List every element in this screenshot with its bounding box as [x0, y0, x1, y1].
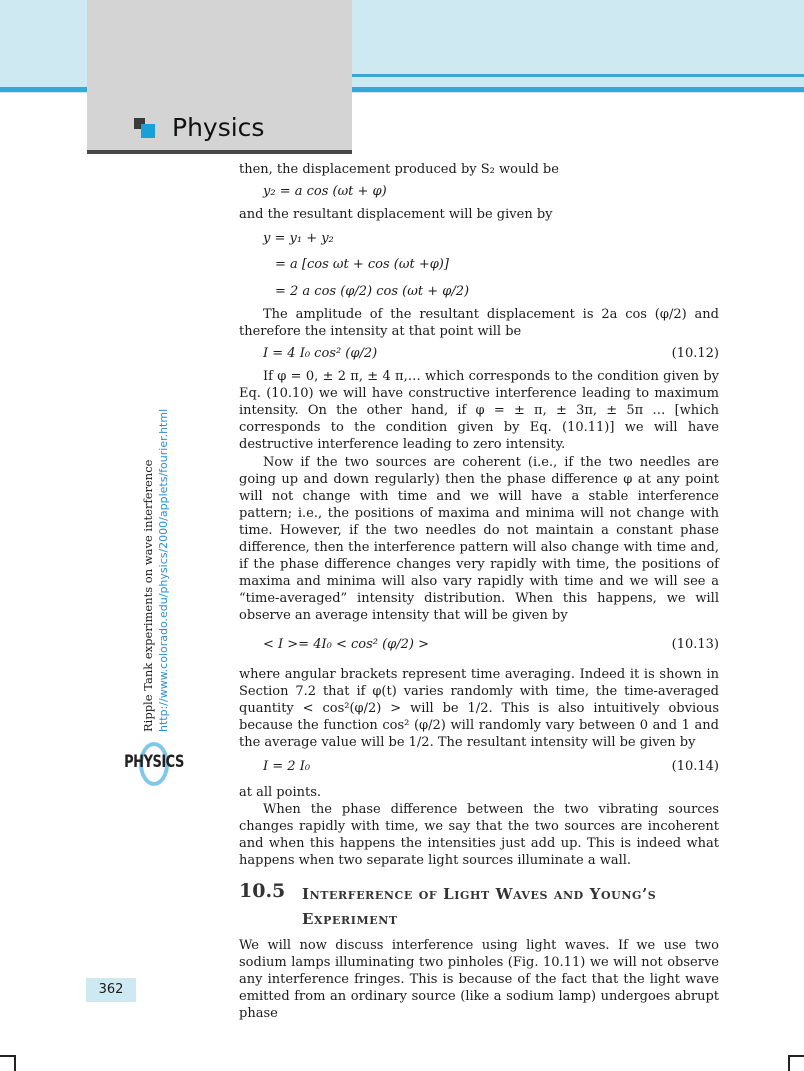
side-note-title: Ripple Tank experiments on wave interference	[141, 459, 155, 732]
equation-y2: y₂ = a cos (ωt + φ)	[263, 184, 387, 199]
section-number: 10.5	[239, 880, 286, 902]
paragraph-2: and the resultant displacement will be given by	[239, 207, 553, 222]
chapter-logo-icon	[134, 118, 156, 140]
chapter-title: Physics	[172, 113, 265, 142]
paragraph-7: at all points.	[239, 785, 322, 800]
equation-y-product: = 2 a cos (φ/2) cos (ωt + φ/2)	[275, 284, 470, 299]
physics-logo	[124, 742, 184, 790]
header-tab-rule	[87, 150, 352, 154]
equation-y-expand: = a [cos ωt + cos (ωt +φ)]	[275, 257, 449, 272]
paragraph-3: The amplitude of the resultant displacement is 2a cos (φ/2) and therefore the intensity at that point will be	[239, 307, 719, 339]
equation-10-12-body: I = 4 I₀ cos² (φ/2)	[263, 346, 378, 361]
paragraph-1: then, the displacement produced by S₂ would be	[239, 162, 559, 177]
paragraph-8: When the phase difference between the two vibrating sources changes rapidly with time, we say that the two sources are incoherent and when this happens the intensities just add up. This is indeed what happens when two separate light sources illuminate a wall.	[239, 802, 719, 868]
equation-10-14-body: I = 2 I₀	[263, 759, 311, 774]
side-note-link[interactable]: http://www.colorado.edu/physics/2000/applets/fourier.html	[157, 408, 170, 732]
equation-10-13-body: < I >= 4I₀ < cos² (φ/2) >	[263, 637, 430, 652]
header-rule-upper	[352, 74, 804, 77]
logo-text: PHYSICS	[124, 752, 184, 773]
paragraph-9: We will now discuss interference using light waves. If we use two sodium lamps illuminating two pinholes (Fig. 10.11) we will not observe any interference fringes. This is because of the fact that the light wave emitted from an ordinary source (like a sodium lamp) undergoes abrupt phase	[239, 938, 719, 1021]
side-note	[140, 409, 172, 732]
crop-mark-bottom-left	[0, 1055, 16, 1071]
equation-10-14-number: (10.14)	[671, 759, 719, 774]
equation-10-13	[263, 637, 719, 652]
page-number: 362	[86, 978, 136, 1002]
paragraph-5: Now if the two sources are coherent (i.e., if the two needles are going up and down regularly) then the phase difference φ at any point will not change with time and we will have a stable interference pattern; i.e., the positions of maxima and minima will not change with time. However, if the two needles do not maintain a constant phase difference, then the interference pattern will also change with time and, if the phase difference changes very rapidly with time, the positions of maxima and minima will also vary rapidly with time and we will see a “time-averaged” intensity distribution. When this happens, we will observe an average intensity that will be given by	[239, 455, 719, 623]
paragraph-4: If φ = 0, ± 2 π, ± 4 π,… which corresponds to the condition given by Eq. (10.10) we will have constructive interference leading to maximum intensity. On the other hand, if φ = ± π, ± 3π, ± 5π … [which corresponds to the condition given by Eq. (10.11)] we will have destructive interference leading to zero intensity.	[239, 369, 719, 452]
equation-10-13-number: (10.13)	[671, 637, 719, 652]
equation-10-12-number: (10.12)	[671, 346, 719, 361]
equation-10-12	[263, 346, 719, 361]
crop-mark-bottom-right	[788, 1055, 804, 1071]
equation-10-14	[263, 759, 719, 774]
section-title: Interference of Light Waves and Young’s Experiment	[302, 885, 657, 928]
equation-y-sum: y = y₁ + y₂	[263, 231, 334, 246]
paragraph-6: where angular brackets represent time averaging. Indeed it is shown in Section 7.2 that if φ(t) varies randomly with time, the time-averaged quantity < cos²(φ/2) > will be 1/2. This is also intuitively obvious because the function cos² (φ/2) will randomly vary between 0 and 1 and the average value will be 1/2. The resultant intensity will be given by	[239, 667, 719, 750]
